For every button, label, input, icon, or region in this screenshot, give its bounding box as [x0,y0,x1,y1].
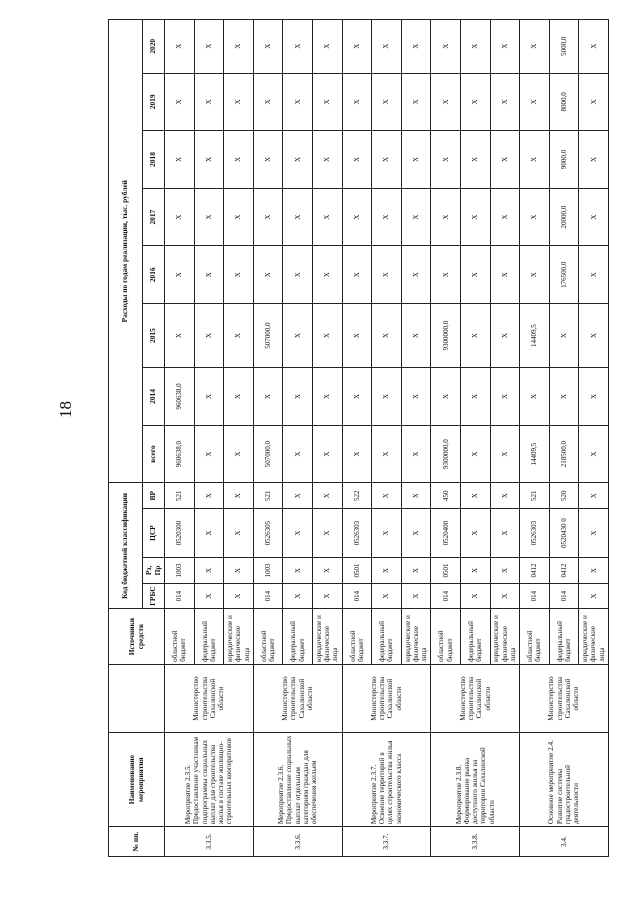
year-value-cell: X [194,131,224,189]
year-value-cell: X [224,20,254,74]
year-value-cell: X [549,304,579,368]
year-value-cell: X [401,304,431,368]
csr-cell: X [579,509,609,558]
year-value-cell: 20000,0 [549,188,579,246]
year-value-cell: X [372,188,402,246]
table-row [165,20,195,857]
header-year: 2017 [143,188,165,246]
grbs-cell: X [460,583,490,609]
total-cell: X [312,425,342,483]
grbs-cell: X [372,583,402,609]
grbs-cell: 014 [431,583,461,609]
year-value-cell: X [579,304,609,368]
csr-cell: 0520300 [165,509,195,558]
year-value-cell: X [431,368,461,426]
rzpr-cell: 0412 [549,558,579,584]
rzpr-cell: X [460,558,490,584]
vr-cell: 520 [549,483,579,509]
activity-name: Мероприятие 2.3.5. Предоставление участникам подпрограммы социальных выплат для строительства жилья в составе жилищно-строительных кооперативов [165,733,254,827]
total-cell: X [460,425,490,483]
total-cell: 960638,0 [165,425,195,483]
grbs-cell: 014 [253,583,283,609]
year-value-cell: X [342,73,372,131]
year-value-cell: X [312,131,342,189]
page-number: 18 [56,401,75,418]
year-value-cell: X [490,246,520,304]
year-value-cell: X [372,20,402,74]
year-value-cell: X [372,246,402,304]
funding-source: юридические и физические лица [312,609,342,665]
year-value-cell: X [194,188,224,246]
year-value-cell: X [549,368,579,426]
year-value-cell: X [224,246,254,304]
year-value-cell: X [460,188,490,246]
year-value-cell: X [490,188,520,246]
item-number: 3.3.7. [342,827,431,857]
header-csr: ЦСР [143,509,165,558]
rzpr-cell: 0501 [431,558,461,584]
table-row [520,20,550,857]
rzpr-cell: 1003 [253,558,283,584]
year-value-cell: X [460,73,490,131]
activity-name: Мероприятие 2.3.8. Формирование рынка доступного жилья на территории Сахалинской области [431,733,520,827]
year-value-cell: X [579,246,609,304]
total-cell: X [342,425,372,483]
year-value-cell: X [342,188,372,246]
vr-cell: 521 [253,483,283,509]
rzpr-cell: 0412 [520,558,550,584]
year-value-cell: X [579,368,609,426]
year-value-cell: X [194,73,224,131]
year-value-cell: X [401,131,431,189]
year-value-cell: X [460,368,490,426]
year-value-cell: X [460,304,490,368]
year-value-cell: X [224,188,254,246]
year-value-cell: X [342,246,372,304]
vr-cell: X [194,483,224,509]
year-value-cell: X [401,20,431,74]
total-cell: X [401,425,431,483]
year-value-cell: X [372,304,402,368]
total-cell: 9300000,0 [431,425,461,483]
year-value-cell: X [342,304,372,368]
header-year: 2015 [143,304,165,368]
year-value-cell: X [431,188,461,246]
year-value-cell: X [520,188,550,246]
year-value-cell: X [520,246,550,304]
year-value-cell: X [224,131,254,189]
year-value-cell: X [165,131,195,189]
executor-name: Министерство строительства Сахалинской области [253,664,342,732]
header-budget-code: Код бюджетной классификации [109,483,143,609]
year-value-cell: X [401,246,431,304]
grbs-cell: X [224,583,254,609]
vr-cell: 521 [165,483,195,509]
funding-source: федеральный бюджет [372,609,402,665]
csr-cell: X [372,509,402,558]
rzpr-cell: X [490,558,520,584]
year-value-cell: X [490,368,520,426]
funding-source: областной бюджет [342,609,372,665]
grbs-cell: X [312,583,342,609]
grbs-cell: 014 [549,583,579,609]
header-expenses: Расходы по годам реализации, тыс. рублей [109,20,143,483]
header-name: Наименование мероприятия [109,733,165,827]
year-value-cell: X [165,246,195,304]
year-value-cell: X [460,131,490,189]
csr-cell: 0520430 0 [549,509,579,558]
year-value-cell: 8000,0 [549,73,579,131]
year-value-cell: X [401,188,431,246]
total-cell: X [283,425,313,483]
csr-cell: X [401,509,431,558]
header-num: № пп. [109,827,165,857]
funding-source: областной бюджет [165,609,195,665]
csr-cell: 0526303 [520,509,550,558]
header-rzpr: Рз, Пр [143,558,165,584]
year-value-cell: 176500,0 [549,246,579,304]
executor-name: Министерство строительства Сахалинской области [520,664,609,732]
vr-cell: X [490,483,520,509]
year-value-cell: X [312,73,342,131]
vr-cell: X [283,483,313,509]
year-value-cell: X [490,304,520,368]
year-value-cell: X [490,131,520,189]
vr-cell: 450 [431,483,461,509]
funding-source: юридические и физические лица [579,609,609,665]
header-grbs: ГРБС [143,583,165,609]
year-value-cell: X [194,368,224,426]
grbs-cell: X [194,583,224,609]
year-value-cell: X [520,131,550,189]
budget-table [108,19,609,857]
year-value-cell: X [253,188,283,246]
table-body [165,20,609,857]
year-value-cell: X [431,73,461,131]
year-value-cell: 507000,0 [253,304,283,368]
rzpr-cell: X [283,558,313,584]
total-cell: 14409,5 [520,425,550,483]
year-value-cell: X [194,246,224,304]
year-value-cell: X [579,73,609,131]
csr-cell: X [312,509,342,558]
funding-source: областной бюджет [253,609,283,665]
funding-source: федеральный бюджет [283,609,313,665]
year-value-cell: X [520,20,550,74]
executor-name: Министерство строительства Сахалинской области [165,664,254,732]
year-value-cell: X [460,246,490,304]
year-value-cell: X [253,131,283,189]
year-value-cell: X [372,131,402,189]
year-value-cell: X [283,73,313,131]
item-number: 3.3.8. [431,827,520,857]
rotated-table-container [108,19,608,857]
year-value-cell: X [253,368,283,426]
rzpr-cell: X [579,558,609,584]
year-value-cell: X [283,304,313,368]
year-value-cell: X [431,20,461,74]
rzpr-cell: X [372,558,402,584]
year-value-cell: X [490,20,520,74]
csr-cell: X [194,509,224,558]
year-value-cell: X [460,20,490,74]
csr-cell: 0520400 [431,509,461,558]
vr-cell: X [579,483,609,509]
year-value-cell: X [401,368,431,426]
year-value-cell: X [283,246,313,304]
grbs-cell: X [283,583,313,609]
year-value-cell: X [401,73,431,131]
total-cell: X [224,425,254,483]
csr-cell: X [283,509,313,558]
header-year: 2018 [143,131,165,189]
executor-name: Министерство строительства Сахалинской области [342,664,431,732]
table-row [253,20,283,857]
year-value-cell: X [283,131,313,189]
vr-cell: X [401,483,431,509]
year-value-cell: X [579,188,609,246]
funding-source: юридические и физические лица [401,609,431,665]
funding-source: федеральный бюджет [460,609,490,665]
csr-cell: 0526303 [342,509,372,558]
header-year: 2020 [143,20,165,74]
header-source: Источники средств [109,609,165,665]
funding-source: областной бюджет [431,609,461,665]
grbs-cell: X [490,583,520,609]
activity-name: Мероприятие 2.3.7. Освоение территорий в целях строительства жилья экономического класса [342,733,431,827]
vr-cell: X [460,483,490,509]
rzpr-cell: X [224,558,254,584]
table-row [431,20,461,857]
year-value-cell: X [342,20,372,74]
vr-cell: X [372,483,402,509]
grbs-cell: 014 [165,583,195,609]
year-value-cell: X [342,131,372,189]
year-value-cell: X [431,131,461,189]
total-cell: X [194,425,224,483]
year-value-cell: X [372,368,402,426]
funding-source: юридические и физические лица [224,609,254,665]
year-value-cell: X [312,304,342,368]
header-executor [109,664,165,732]
executor-name: Министерство строительства Сахалинской области [431,664,520,732]
total-cell: 507000,0 [253,425,283,483]
activity-name: Мероприятие 2.3.6. Предоставление социальных выплат отдельным категориям граждан для обеспечения жильем [253,733,342,827]
rzpr-cell: X [194,558,224,584]
year-value-cell: X [283,368,313,426]
vr-cell: 521 [520,483,550,509]
total-cell: X [490,425,520,483]
rzpr-cell: X [401,558,431,584]
year-value-cell: X [165,304,195,368]
total-cell: 218500,0 [549,425,579,483]
year-value-cell: X [224,73,254,131]
year-value-cell: X [312,20,342,74]
total-cell: X [579,425,609,483]
year-value-cell: X [283,20,313,74]
grbs-cell: 014 [342,583,372,609]
csr-cell: 0526305 [253,509,283,558]
year-value-cell: X [312,246,342,304]
year-value-cell: X [165,20,195,74]
funding-source: областной бюджет [520,609,550,665]
year-value-cell: X [579,131,609,189]
year-value-cell: X [431,246,461,304]
grbs-cell: X [579,583,609,609]
year-value-cell: X [312,188,342,246]
item-number: 3.3.5. [165,827,254,857]
year-value-cell: X [253,73,283,131]
year-value-cell: X [312,368,342,426]
vr-cell: X [312,483,342,509]
year-value-cell: X [520,73,550,131]
activity-name: Основное мероприятие 2.4. Развитие системы градостроительной деятельности [520,733,609,827]
item-number: 3.4. [520,827,609,857]
year-value-cell: X [283,188,313,246]
csr-cell: X [224,509,254,558]
item-number: 3.3.6. [253,827,342,857]
year-value-cell: X [372,73,402,131]
vr-cell: 522 [342,483,372,509]
header-year: 2016 [143,246,165,304]
year-value-cell: 5000,0 [549,20,579,74]
header-year: 2019 [143,73,165,131]
year-value-cell: X [490,73,520,131]
rzpr-cell: 0501 [342,558,372,584]
year-value-cell: X [165,188,195,246]
rzpr-cell: X [312,558,342,584]
year-value-cell: X [194,304,224,368]
year-value-cell: X [224,368,254,426]
year-value-cell: X [342,368,372,426]
year-value-cell: 9000,0 [549,131,579,189]
year-value-cell: 9300000,0 [431,304,461,368]
header-vr: ВР [143,483,165,509]
year-value-cell: 14409,5 [520,304,550,368]
year-value-cell: 960638,0 [165,368,195,426]
csr-cell: X [490,509,520,558]
year-value-cell: X [165,73,195,131]
funding-source: федеральный бюджет [194,609,224,665]
csr-cell: X [460,509,490,558]
table-row [342,20,372,857]
year-value-cell: X [224,304,254,368]
year-value-cell: X [253,246,283,304]
header-total: всего [143,425,165,483]
year-value-cell: X [579,20,609,74]
header-year: 2014 [143,368,165,426]
year-value-cell: X [253,20,283,74]
grbs-cell: X [401,583,431,609]
rzpr-cell: 1003 [165,558,195,584]
year-value-cell: X [194,20,224,74]
funding-source: федеральный бюджет [549,609,579,665]
grbs-cell: 014 [520,583,550,609]
year-value-cell: X [520,368,550,426]
total-cell: X [372,425,402,483]
vr-cell: X [224,483,254,509]
funding-source: юридические и физические лица [490,609,520,665]
